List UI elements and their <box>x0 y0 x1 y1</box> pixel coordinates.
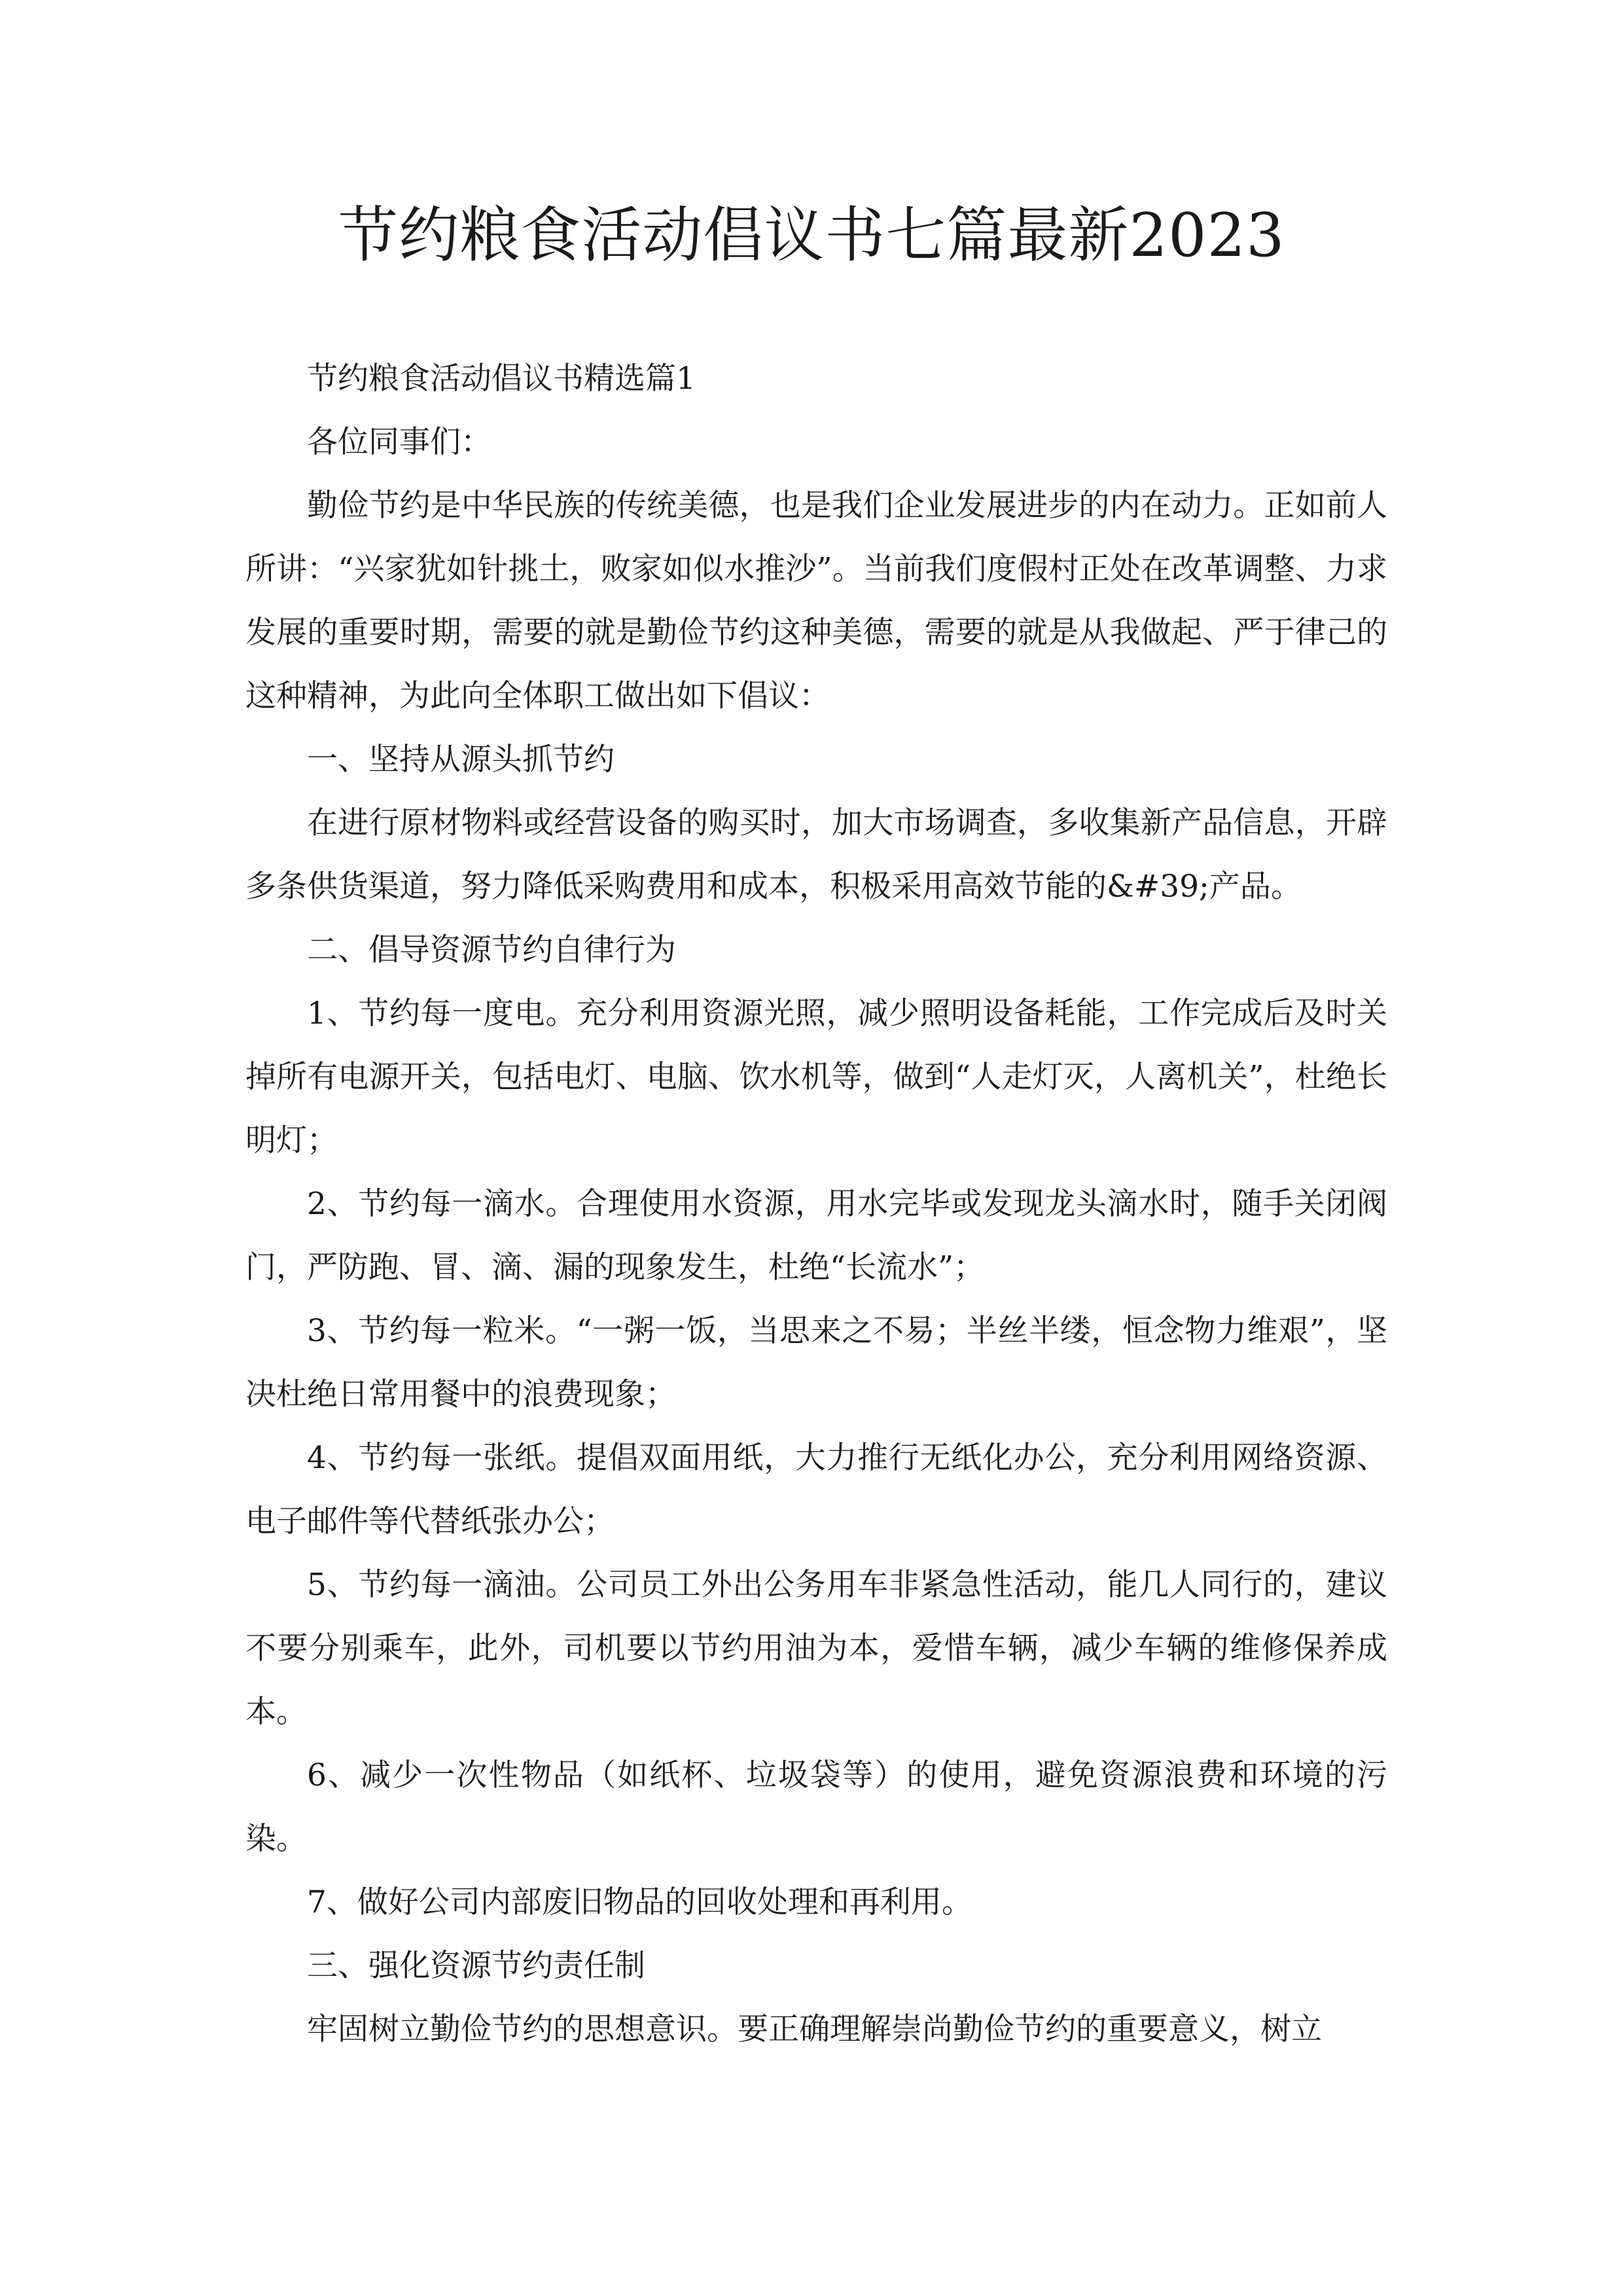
body-paragraph: 在进行原材物料或经营设备的购买时，加大市场调查，多收集新产品信息，开辟多条供货渠道，努力降低采购费用和成本，积极采用高效节能的&#39;产品。 <box>245 805 1387 905</box>
list-item: 2、节约每一滴水。合理使用水资源，用水完毕或发现龙头滴水时，随手关闭阀门，严防跑、冒、滴、漏的现象发生，杜绝“长流水”； <box>245 1186 1387 1285</box>
list-item: 3、节约每一粒米。“一粥一饭，当思来之不易；半丝半缕，恒念物力维艰”，坚决杜绝日常用餐中的浪费现象； <box>245 1313 1387 1412</box>
document-body <box>245 347 1387 2061</box>
list-item: 4、节约每一张纸。提倡双面用纸，大力推行无纸化办公，充分利用网络资源、电子邮件等代替纸张办公； <box>245 1440 1387 1539</box>
body-paragraph: 勤俭节约是中华民族的传统美德，也是我们企业发展进步的内在动力。正如前人所讲：“兴家犹如针挑土，败家如似水推沙”。当前我们度假村正处在改革调整、力求发展的重要时期，需要的就是勤俭节约这种美德，需要的就是从我做起、严于律己的这种精神，为此向全体职工做出如下倡议： <box>245 488 1387 714</box>
section-heading: 二、倡导资源节约自律行为 <box>307 932 676 968</box>
document-title: 节约粮食活动倡议书七篇最新2023 <box>338 200 1285 270</box>
list-item: 7、做好公司内部废旧物品的回收处理和再利用。 <box>307 1884 972 1920</box>
salutation: 各位同事们： <box>307 424 491 460</box>
list-item: 6、减少一次性物品（如纸杯、垃圾袋等）的使用，避免资源浪费和环境的污染。 <box>245 1757 1387 1857</box>
list-item: 1、节约每一度电。充分利用资源光照，减少照明设备耗能，工作完成后及时关掉所有电源开关，包括电灯、电脑、饮水机等，做到“人走灯灭，人离机关”，杜绝长明灯； <box>245 996 1387 1158</box>
section-heading: 节约粮食活动倡议书精选篇1 <box>307 361 696 397</box>
body-paragraph: 牢固树立勤俭节约的思想意识。要正确理解崇尚勤俭节约的重要意义，树立 <box>307 2011 1322 2047</box>
section-heading: 一、坚持从源头抓节约 <box>307 742 615 778</box>
section-heading: 三、强化资源节约责任制 <box>307 1948 645 1984</box>
list-item: 5、节约每一滴油。公司员工外出公务用车非紧急性活动，能几人同行的，建议不要分别乘车，此外，司机要以节约用油为本，爱惜车辆，减少车辆的维修保养成本。 <box>245 1567 1387 1730</box>
